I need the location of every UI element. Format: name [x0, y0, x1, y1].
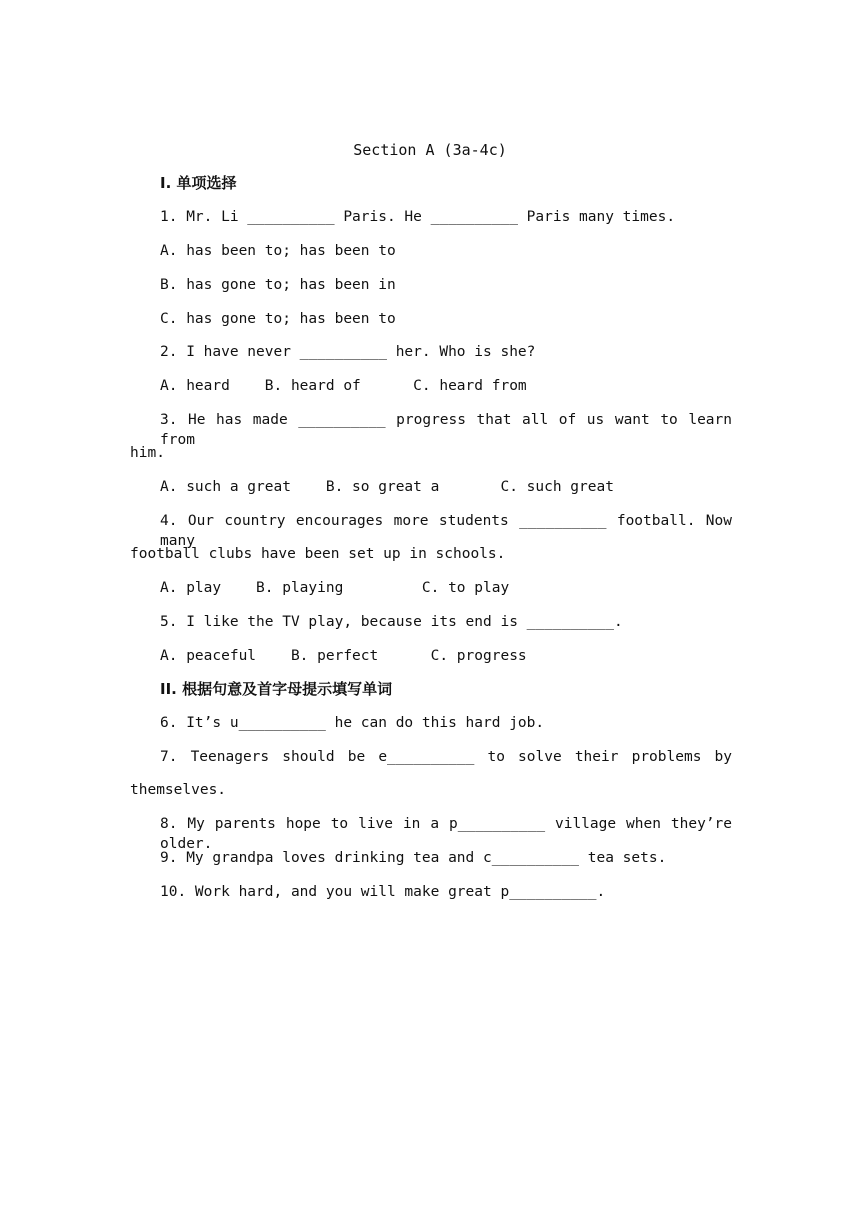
section-heading-fill-in-words: II. 根据句意及首字母提示填写单词	[160, 680, 393, 698]
question-4-line-1: 4. Our country encourages more students __________ football. Now many	[160, 513, 732, 549]
question-7-line-1: 7. Teenagers should be e__________ to solve their problems by	[160, 749, 732, 765]
question-3-options: A. such a great B. so great a C. such great	[160, 479, 614, 495]
question-1-option-a: A. has been to; has been to	[160, 243, 396, 259]
question-6: 6. It’s u__________ he can do this hard job.	[160, 715, 545, 731]
question-2: 2. I have never __________ her. Who is she?	[160, 344, 536, 360]
question-9: 9. My grandpa loves drinking tea and c__________ tea sets.	[160, 850, 667, 866]
question-10: 10. Work hard, and you will make great p__________.	[160, 884, 606, 900]
question-3-line-2: him.	[130, 445, 165, 461]
question-5-options: A. peaceful B. perfect C. progress	[160, 648, 527, 664]
question-8: 8. My parents hope to live in a p__________ village when they’re older.	[160, 816, 732, 852]
question-4-line-2: football clubs have been set up in schools.	[130, 546, 506, 562]
question-1: 1. Mr. Li __________ Paris. He __________ Paris many times.	[160, 209, 676, 225]
question-3-line-1: 3. He has made __________ progress that all of us want to learn from	[160, 412, 732, 448]
question-5: 5. I like the TV play, because its end is __________.	[160, 614, 623, 630]
question-4-options: A. play B. playing C. to play	[160, 580, 510, 596]
question-1-option-b: B. has gone to; has been in	[160, 277, 396, 293]
question-7-line-2: themselves.	[130, 782, 227, 798]
section-heading-multiple-choice: I. 单项选择	[160, 174, 237, 192]
page-title: Section A (3a-4c)	[353, 141, 507, 159]
question-2-options: A. heard B. heard of C. heard from	[160, 378, 527, 394]
question-1-option-c: C. has gone to; has been to	[160, 311, 396, 327]
